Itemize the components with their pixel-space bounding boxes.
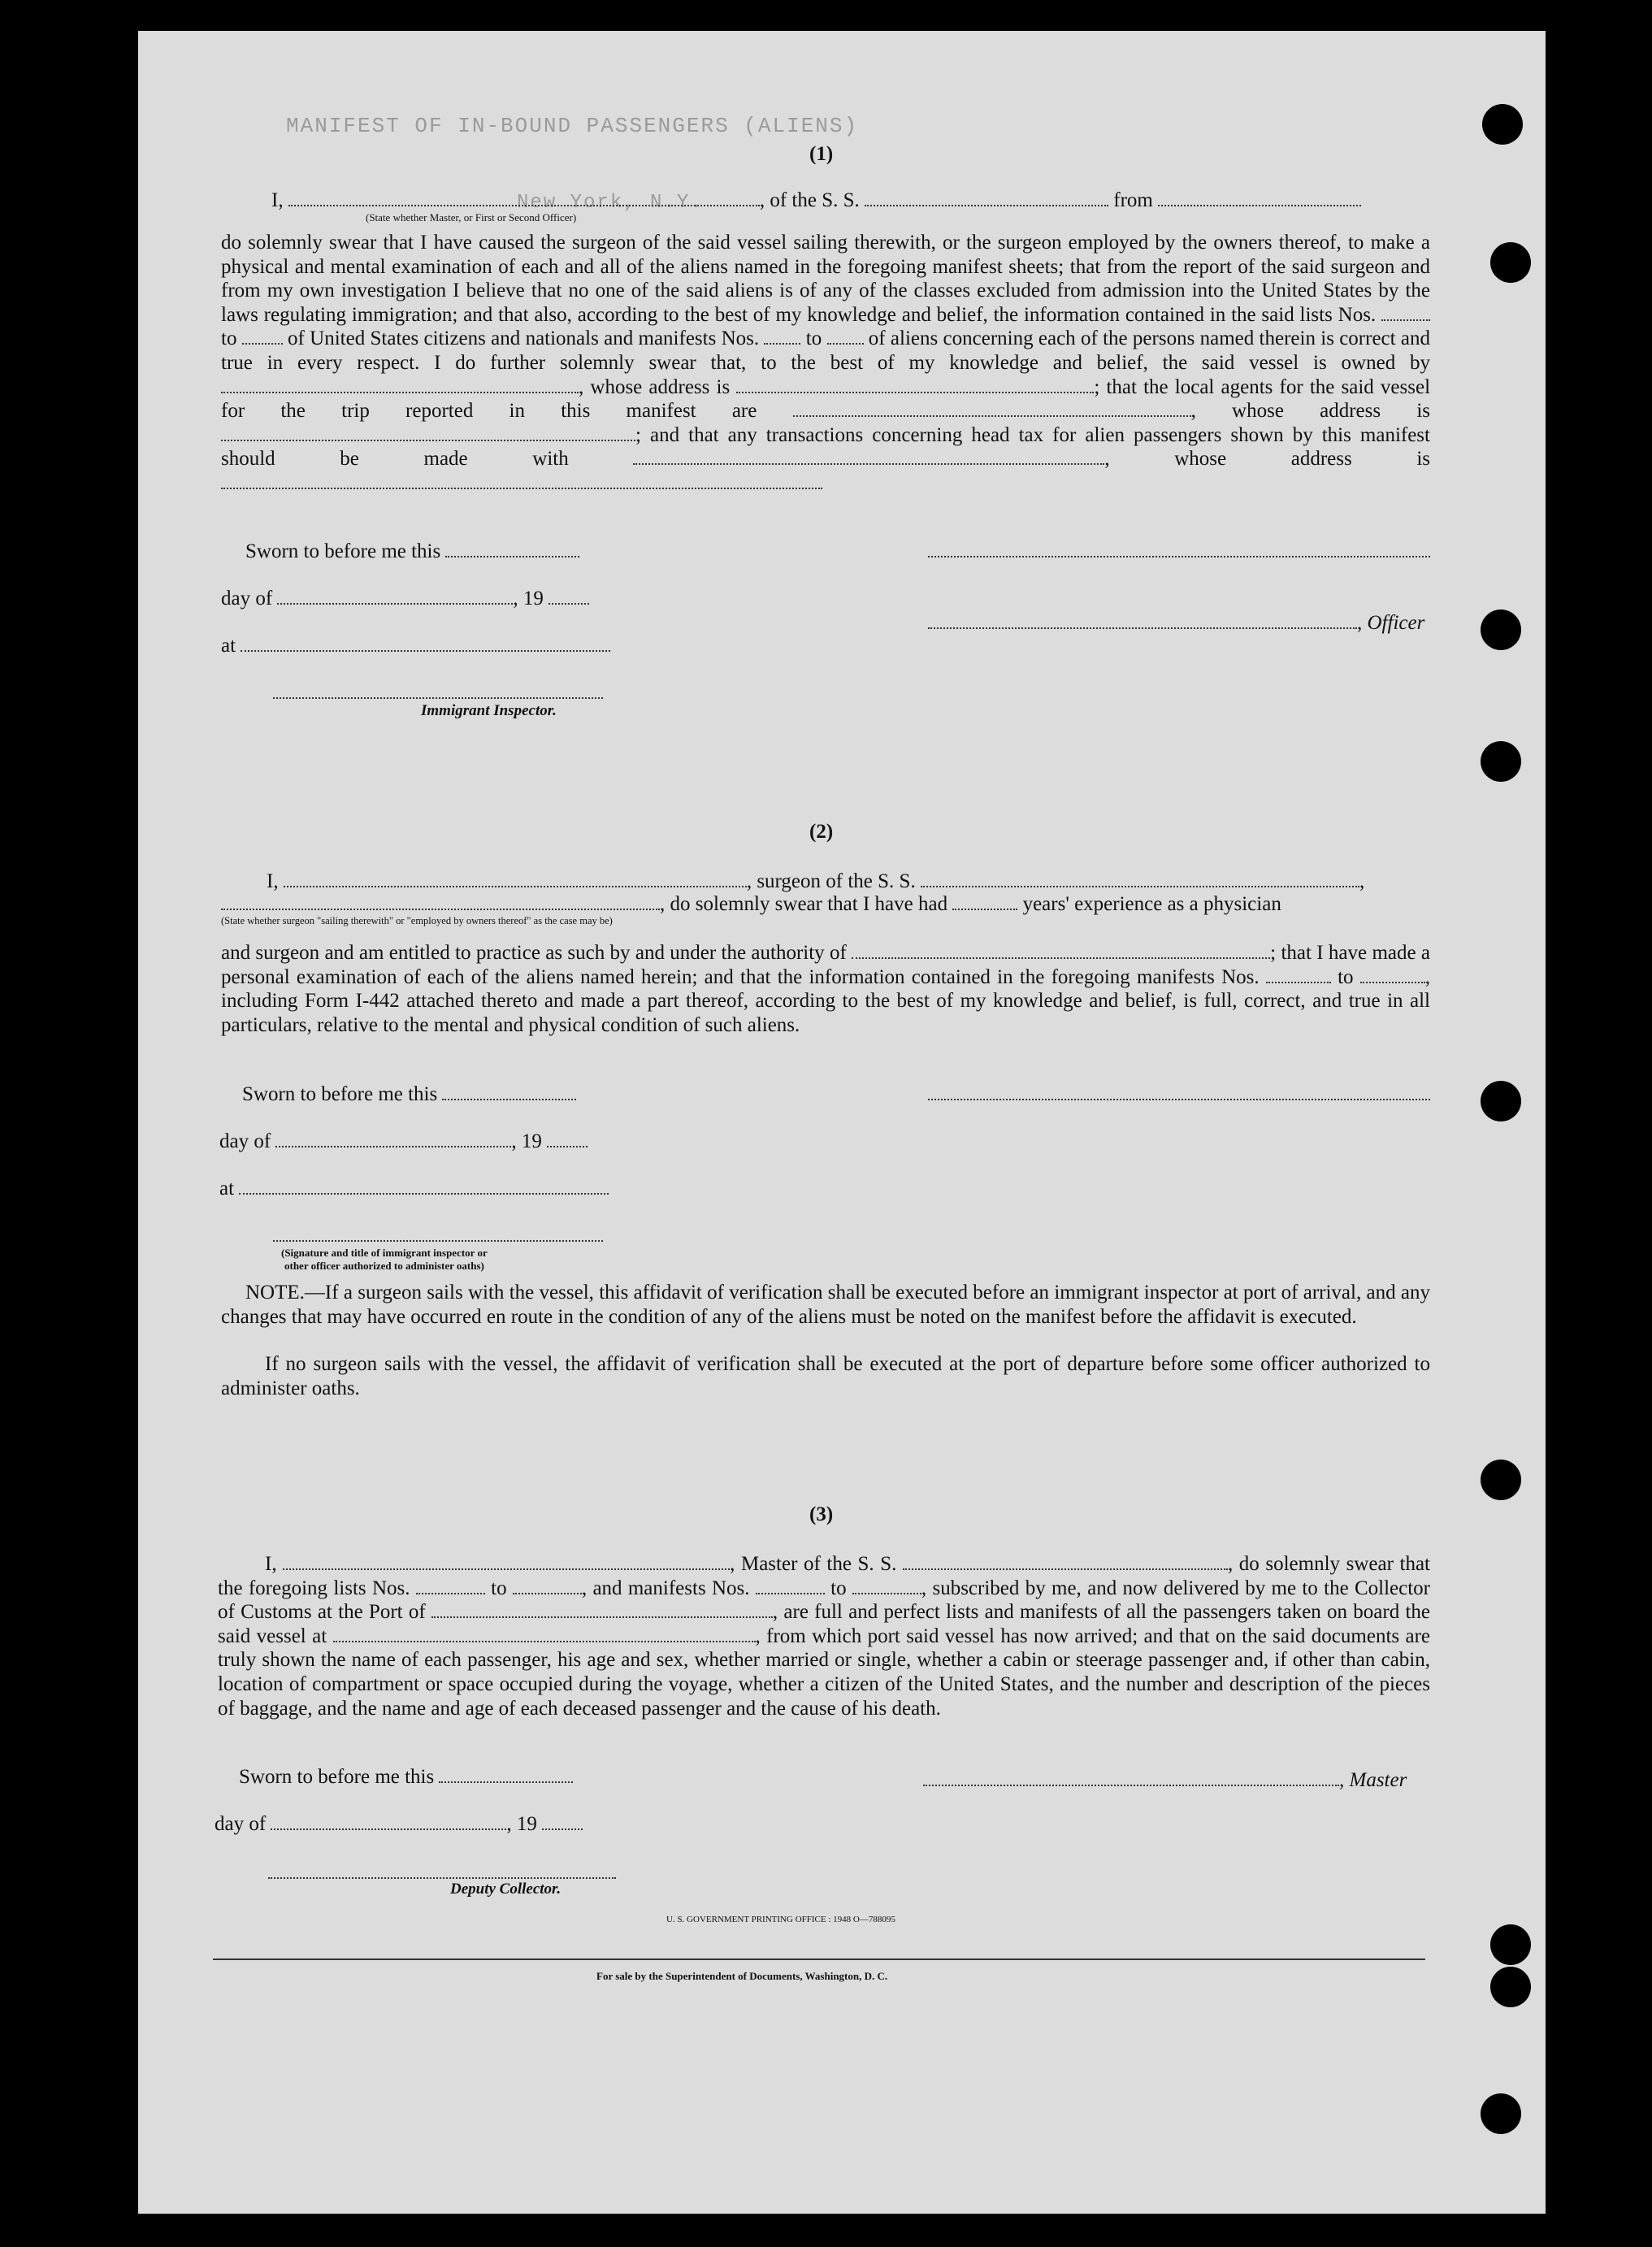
s1-day-of-text: day of [221,588,273,609]
s3-lists-to-field[interactable] [513,1577,582,1594]
section-3-number: (3) [809,1503,834,1525]
s1-at-text: at [221,635,236,657]
s1-month-field[interactable] [277,587,513,605]
s1-at [221,634,610,658]
s3-master-name-field[interactable] [283,1552,730,1570]
s2-para-c: the best of my knowledge and belief, is full, correct, and true in all particulars, relative to the mental and physical condition of such aliens. [221,990,1430,1036]
s1-to: to [221,328,237,350]
s1-sworn-day-field[interactable] [445,540,579,557]
head-tax-contact-field[interactable] [633,447,1104,465]
s1-inspector: Immigrant Inspector. [421,702,557,719]
s1-para1: do solemnly swear that I have caused the surgeon of the said vessel sailing therewith, or the surgeon employed by the owners thereof, to make a physical and mental examination of each and all of the aliens named in the foregoing manifest sheets; that from the report of the said surgeon and from my own investigation I believe that no one of the said aliens is of any of the classes excluded from admission into the United States by the laws regulating immigration; and that also, according to the best of my knowledge and belief, the information contained in the said lists Nos. [221,232,1430,326]
binder-hole [1490,1967,1531,2007]
s2-at-text: at [219,1178,235,1199]
s1-whose-address-2: whose address is [1232,400,1431,423]
s3-year: , 19 [506,1813,537,1835]
s3-para: port said vessel has now arrived; and that on the said documents are truly shown the name of each passenger, his age and sex, whether married or single, whether a cabin or steerage passenger and, if other than cabin, location of compartment or space occupied during the voyage, whether a citizen of the United States, and the number and description of the pieces of baggage, and the name and age of each deceased passenger and the cause of his death. [218,1625,1431,1720]
s2-ship-field[interactable] [921,870,1359,887]
s2-lead: I, [267,870,279,892]
head-tax-address-field[interactable] [221,471,822,489]
s2-authority: and surgeon and am entitled to practice as such by and under the authority of [221,942,847,964]
s2-day-of-text: day of [219,1130,271,1152]
s2-manifests-to-field[interactable] [1360,965,1425,983]
s1-to-2: to [805,328,822,350]
s2-caption: (State whether surgeon "sailing therewith" or "employed by owners thereof" as the case may be) [221,915,613,926]
s3-swear: swear that the foregoing lists Nos. [218,1553,1430,1599]
surgeon-status-field[interactable] [221,892,660,910]
s3-day-of-text: day of [215,1813,267,1835]
s3-sworn-text: Sworn to before me this [239,1766,435,1788]
ghost-title: MANIFEST OF IN-BOUND PASSENGERS (ALIENS) [286,114,859,138]
s3-and-manifests: , and manifests Nos. [581,1577,750,1599]
s3-to-2: to [830,1577,847,1599]
s1-officer: , Officer [1357,612,1425,634]
surgeon-name-field[interactable] [284,870,747,887]
s1-day-of [221,587,589,611]
s3-manifests-from-field[interactable] [756,1577,825,1594]
s3-month-field[interactable] [271,1812,506,1830]
s2-at [219,1177,609,1201]
s1-para2: of United States citizens and nationals and manifests Nos. [288,328,760,350]
gpo-imprint: U. S. GOVERNMENT PRINTING OFFICE : 1948 O—788095 [666,1915,895,1924]
s3-year-field[interactable] [542,1812,583,1830]
s3-manifests-to-field[interactable] [852,1577,921,1594]
s1-sworn-text: Sworn to before me this [245,540,441,562]
s1-local-agents: that the local agents for the said vessel for the trip reported in this manifest are [221,375,1431,423]
note-label: NOTE. [245,1282,305,1304]
binder-hole [1481,1081,1521,1121]
agents-address-field[interactable] [221,423,635,441]
s3-to: to [491,1577,507,1599]
s2-line-surgeon: I, , surgeon of the S. S. , [267,870,1365,892]
manifests-to-field[interactable] [827,327,864,345]
s1-line-master [271,189,1430,213]
s2-sworn-day-field[interactable] [442,1082,576,1100]
s1-head-tax: ; and that any transactions concerning head tax for alien [635,423,1125,446]
s3-lead: I, [265,1553,277,1575]
s1-whose-address-3: , whose address is [1104,448,1431,471]
s3-body [218,1552,1430,1720]
officer-field[interactable] [928,611,1357,629]
binder-hole [1490,1924,1531,1965]
s3-delivered: delivered by me to the Collector of Customs at the Port of [218,1577,1431,1624]
s2-sig-caption-2: other officer authorized to administer oaths) [284,1260,484,1272]
s2-sworn [242,1082,576,1107]
s1-at-field[interactable] [241,634,610,652]
ship-name-field[interactable] [865,189,1108,206]
s3-manifests-of: manifests of all the passengers taken on board the said vessel at [218,1601,1431,1647]
s2-inspector-signature-line[interactable] [273,1240,603,1242]
s3-do-solemnly: , do solemnly [1227,1553,1341,1575]
s2-signature-line[interactable] [928,1099,1430,1100]
s3-master-signature-field[interactable] [923,1768,1339,1786]
s2-surgeon-of: , surgeon of the S. S. [746,870,916,892]
ghost-place: New York, N.Y. [517,192,704,214]
s2-year-field[interactable] [547,1130,588,1147]
s3-day-of [215,1812,583,1837]
authority-field[interactable] [852,941,1270,959]
s2-para-a: that I have made a personal examination of each of the aliens named herein; and that the information contained in the [221,942,1431,988]
binder-hole [1490,242,1531,283]
owner-address-field[interactable] [736,375,1094,393]
from-port-field[interactable] [1158,189,1361,206]
manifests-from-field[interactable] [764,327,800,345]
footer-sale: For sale by the Superintendent of Documents, Washington, D. C. [596,1970,888,1982]
s3-boarding-port-field[interactable] [333,1625,756,1642]
s2-years: years' experience as a physician [1022,893,1281,915]
s3-sworn [239,1765,573,1789]
s3-lists-from-field[interactable] [416,1577,485,1594]
owner-field[interactable] [221,375,579,393]
s2-body: and surgeon and am entitled to practice as such by and under the authority of ; that I have made a personal examination of each of the aliens named herein; and that the information contained in the foregoing manifests Nos. to , including Form I-442 attached thereto and made a part thereof, according to the best of my knowledge and belief, is full, correct, and true in all particulars, relative to the mental and physical condition of such aliens. [221,942,1431,1036]
s1-year-field[interactable] [548,587,589,605]
s1-from: from [1113,189,1153,211]
binder-hole [1481,609,1521,650]
s2-note [221,1281,1430,1329]
s3-master-line [923,1768,1407,1793]
s1-body: do solemnly swear that I have caused the surgeon of the said vessel sailing therewith, or the surgeon employed by the owners thereof, to make a physical and mental examination of each and all of the aliens named in the foregoing manifest sheets; that from the report of the said surgeon and from my own investigation I believe that no one of the said aliens is of any of the classes excluded from admission into the United States by the laws regulating immigration; and that also, according to the best of my knowledge and belief, the information contained in the said lists Nos. to of United States citizens and nationals and manifests Nos. to of aliens concerning each of the persons named therein is correct and true in every respect. I do further solemnly swear that, to the best of my knowledge and belief, the said vessel is owned by , whose address is ; that the local agents for the said vessel for the trip reported in this manifest are , whose address is ; and that any transactions concerning head tax for alien passengers shown by this manifest should be made with , whose address is [221,231,1430,496]
s2-line-swear [221,892,1430,917]
s2-sworn-text: Sworn to before me this [242,1083,438,1105]
s1-lead: I, [271,189,284,211]
s2-month-field[interactable] [275,1130,511,1147]
s3-ship-field[interactable] [903,1552,1228,1570]
s2-day-of [219,1130,588,1154]
s2-at-field[interactable] [239,1177,609,1195]
s3-deputy: Deputy Collector. [450,1880,562,1898]
s1-whose-address: , whose address is [579,375,731,398]
s3-from-which: , from which [755,1625,862,1647]
s1-sworn [245,540,579,564]
s1-of-ship: , of the S. S. [759,189,860,211]
s2-manifests-from-field[interactable] [1266,965,1331,983]
note-text: —If a surgeon sails with the vessel, this affidavit of verification shall be executed before an immigrant inspector at port of arrival, and any changes that may have occurred en route in the condition of any of the aliens must be noted on the manifest before the affidavit is executed. [221,1282,1430,1328]
s3-master-of: , Master of the S. S. [730,1553,897,1575]
s2-para-b1: foregoing manifests Nos. [1051,965,1260,988]
s1-officer-line [928,611,1424,635]
s1-signature-line[interactable] [928,556,1430,557]
deputy-signature-line[interactable] [268,1877,616,1879]
s1-master-caption: (State whether Master, or First or Second Officer) [366,211,577,223]
s1-year: , 19 [513,588,544,609]
section-1-number: (1) [809,143,834,165]
s3-port-field[interactable] [431,1600,773,1618]
s2-sig-caption-1: (Signature and title of immigrant inspector or [281,1247,488,1259]
s1-owned-by: the said vessel is owned by [1162,351,1431,374]
lists-from-field[interactable] [1381,303,1430,321]
binder-hole [1482,104,1523,145]
lists-to-field[interactable] [242,327,283,345]
s2-para-b3: , including Form I-442 attached thereto and made a part thereof, according to [221,965,1431,1013]
binder-hole [1481,1460,1521,1500]
inspector-signature-line[interactable] [273,697,603,699]
agents-field[interactable] [793,399,1191,417]
s3-sworn-day-field[interactable] [439,1765,573,1783]
s2-year: , 19 [511,1130,542,1152]
s3-subscribed: , subscribed by me, and now [921,1577,1158,1599]
s3-full: , are full and perfect lists and [772,1601,1014,1624]
years-field[interactable] [952,892,1017,910]
s3-master: , Master [1339,1769,1407,1791]
footer-rule [213,1959,1425,1960]
s2-note2: If no surgeon sails with the vessel, the affidavit of verification shall be executed at the port of departure before some officer authorized to administer oaths. [221,1353,1430,1399]
binder-hole [1481,2093,1521,2134]
binder-hole [1481,741,1521,782]
s1-para3: of aliens concerning each of the persons named therein is correct and true in every respect. I do further solemnly swear that, to the best of my knowledge and belief, [221,328,1430,374]
s2-swear: , do solemnly swear that I have had [660,893,948,915]
s2-para-b2: to [1338,965,1354,988]
s1-passengers: passengers shown by this manifest should be made with [221,423,1430,471]
master-name-field[interactable] [288,189,760,206]
section-2-number: (2) [809,821,834,843]
